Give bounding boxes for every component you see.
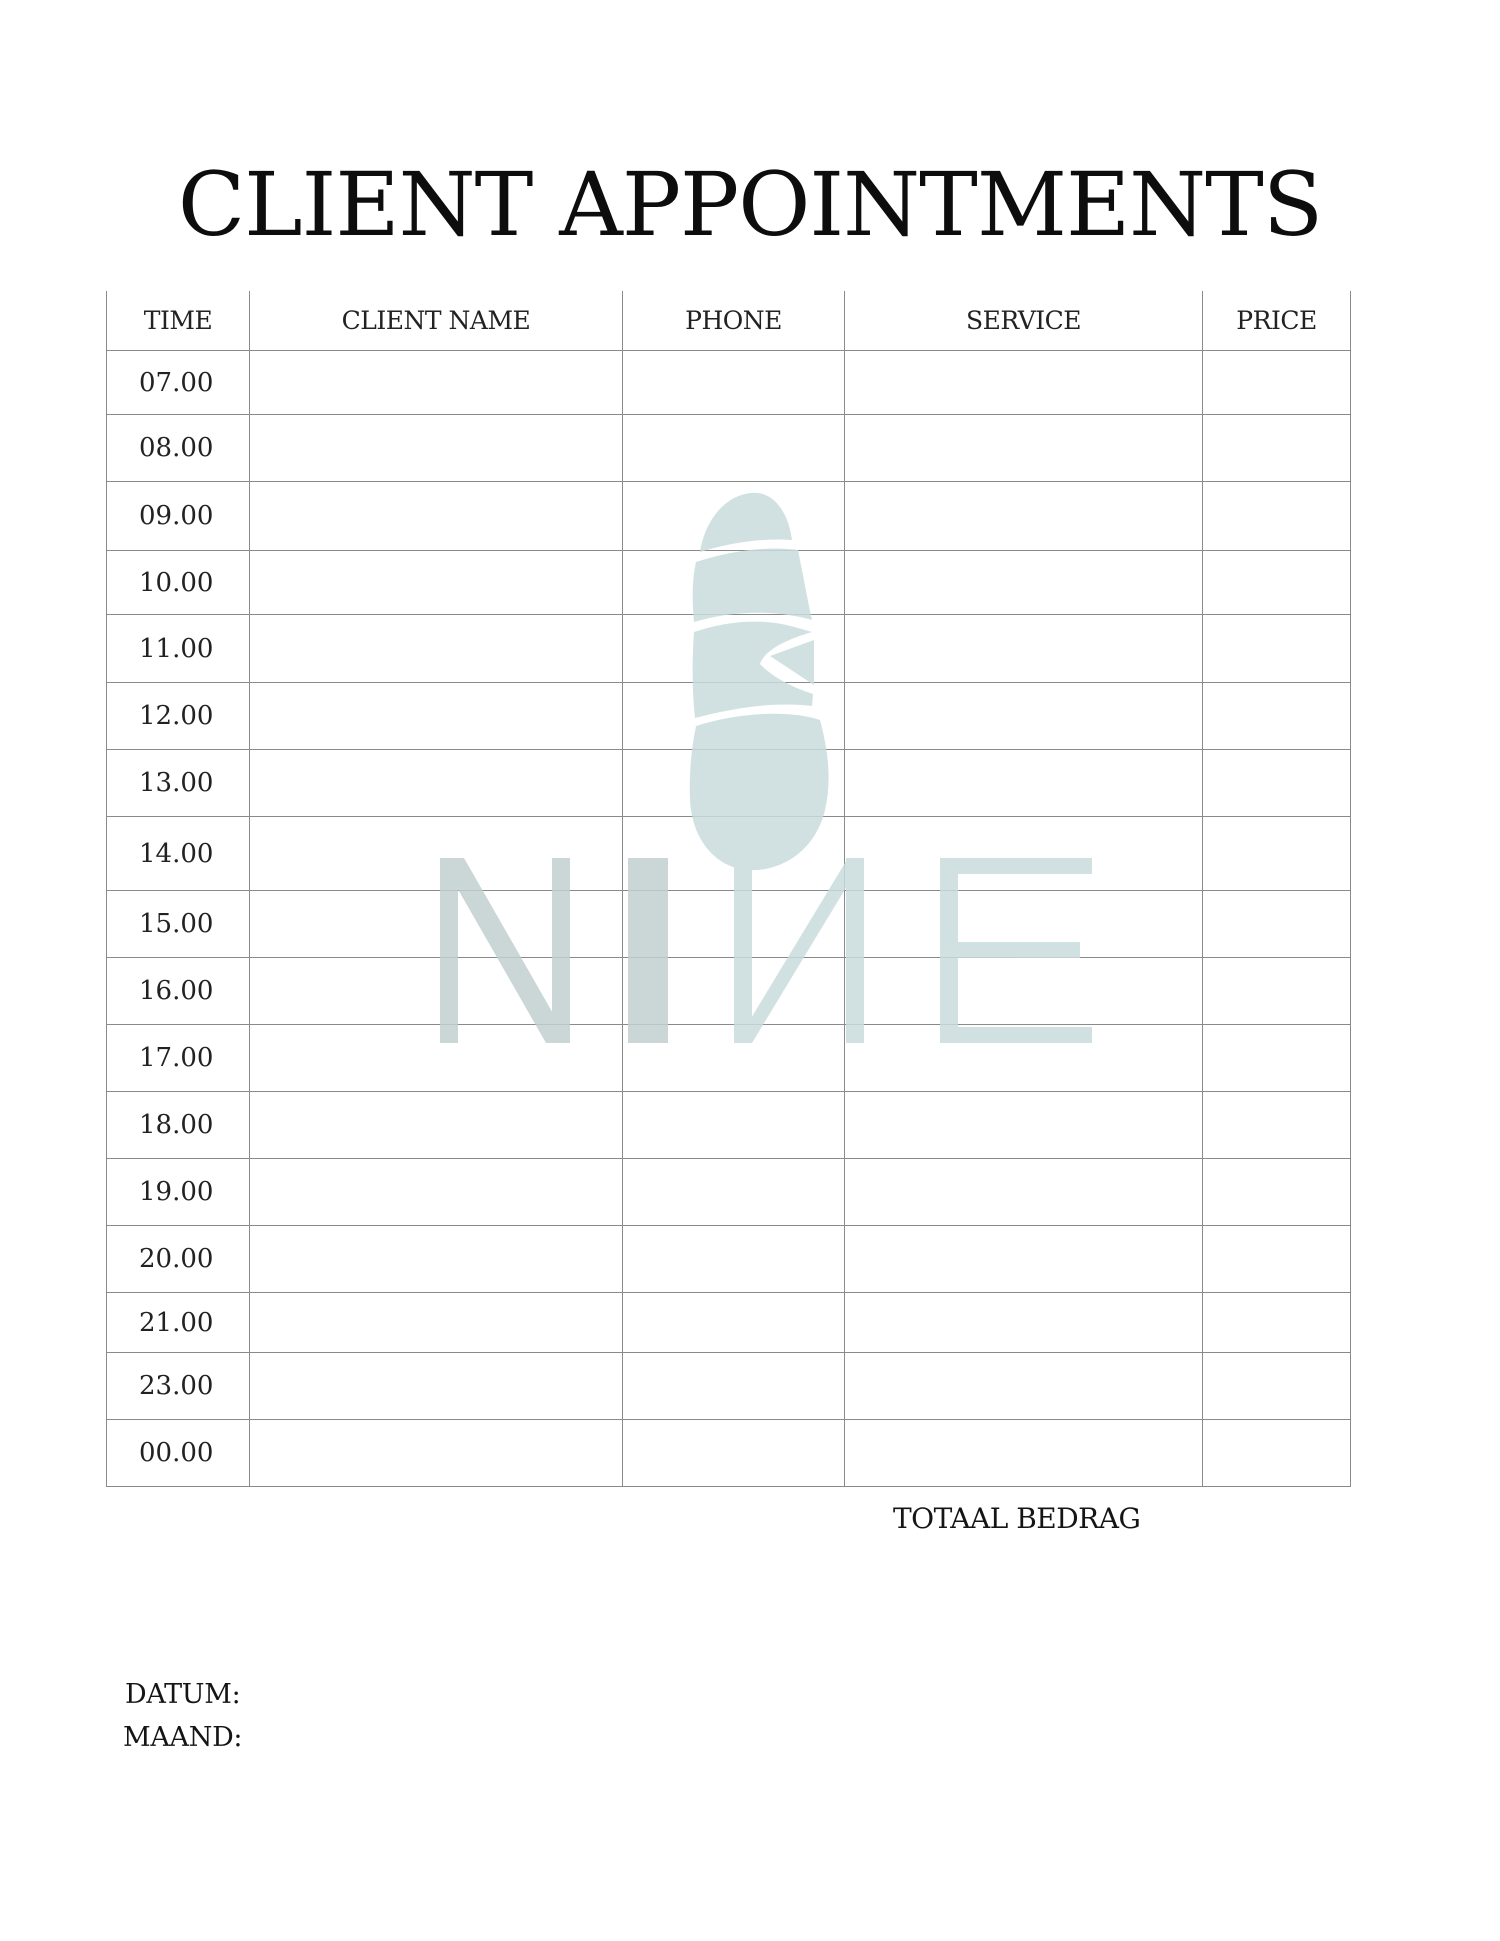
service-cell[interactable] — [845, 415, 1203, 482]
client-name-cell[interactable] — [250, 1293, 623, 1353]
table-row — [107, 1092, 1351, 1159]
table-row — [107, 817, 1351, 891]
column-header-client-name: CLIENT NAME — [250, 291, 623, 351]
time-cell: 10.00 — [107, 551, 250, 615]
time-cell: 14.00 — [107, 817, 250, 891]
price-cell[interactable] — [1203, 891, 1351, 958]
phone-cell[interactable] — [623, 683, 845, 750]
table-row — [107, 551, 1351, 615]
phone-cell[interactable] — [623, 1159, 845, 1226]
price-cell[interactable] — [1203, 1293, 1351, 1353]
client-name-cell[interactable] — [250, 1159, 623, 1226]
appointments-table — [106, 291, 1351, 1487]
service-cell[interactable] — [845, 817, 1203, 891]
service-cell[interactable] — [845, 1092, 1203, 1159]
table-row — [107, 415, 1351, 482]
service-cell[interactable] — [845, 750, 1203, 817]
page-title: CLIENT APPOINTMENTS — [177, 153, 1323, 256]
price-cell[interactable] — [1203, 615, 1351, 683]
client-name-cell[interactable] — [250, 415, 623, 482]
table-row — [107, 1025, 1351, 1092]
table-row — [107, 482, 1351, 551]
time-cell: 18.00 — [107, 1092, 250, 1159]
phone-cell[interactable] — [623, 891, 845, 958]
price-cell[interactable] — [1203, 1025, 1351, 1092]
time-cell: 19.00 — [107, 1159, 250, 1226]
client-name-cell[interactable] — [250, 482, 623, 551]
service-cell[interactable] — [845, 615, 1203, 683]
total-amount-label: TOTAAL BEDRAG — [893, 1502, 1141, 1535]
price-cell[interactable] — [1203, 482, 1351, 551]
phone-cell[interactable] — [623, 615, 845, 683]
service-cell[interactable] — [845, 891, 1203, 958]
price-cell[interactable] — [1203, 958, 1351, 1025]
price-cell[interactable] — [1203, 1092, 1351, 1159]
table-row — [107, 891, 1351, 958]
time-cell: 21.00 — [107, 1293, 250, 1353]
time-cell: 20.00 — [107, 1226, 250, 1293]
service-cell[interactable] — [845, 1159, 1203, 1226]
table-row — [107, 958, 1351, 1025]
client-name-cell[interactable] — [250, 1226, 623, 1293]
table-row — [107, 1420, 1351, 1487]
client-name-cell[interactable] — [250, 1353, 623, 1420]
service-cell[interactable] — [845, 482, 1203, 551]
table-row — [107, 1353, 1351, 1420]
price-cell[interactable] — [1203, 415, 1351, 482]
column-header-price: PRICE — [1203, 291, 1351, 351]
price-cell[interactable] — [1203, 1420, 1351, 1487]
table-row — [107, 750, 1351, 817]
price-cell[interactable] — [1203, 1226, 1351, 1293]
price-cell[interactable] — [1203, 551, 1351, 615]
client-name-cell[interactable] — [250, 351, 623, 415]
service-cell[interactable] — [845, 1025, 1203, 1092]
price-cell[interactable] — [1203, 750, 1351, 817]
time-cell: 16.00 — [107, 958, 250, 1025]
table-row — [107, 351, 1351, 415]
phone-cell[interactable] — [623, 1293, 845, 1353]
phone-cell[interactable] — [623, 958, 845, 1025]
service-cell[interactable] — [845, 683, 1203, 750]
phone-cell[interactable] — [623, 1092, 845, 1159]
price-cell[interactable] — [1203, 1159, 1351, 1226]
price-cell[interactable] — [1203, 1353, 1351, 1420]
phone-cell[interactable] — [623, 1025, 845, 1092]
column-header-service: SERVICE — [845, 291, 1203, 351]
phone-cell[interactable] — [623, 351, 845, 415]
phone-cell[interactable] — [623, 817, 845, 891]
client-name-cell[interactable] — [250, 683, 623, 750]
client-name-cell[interactable] — [250, 615, 623, 683]
client-name-cell[interactable] — [250, 1420, 623, 1487]
service-cell[interactable] — [845, 1293, 1203, 1353]
table-row — [107, 683, 1351, 750]
service-cell[interactable] — [845, 551, 1203, 615]
phone-cell[interactable] — [623, 1353, 845, 1420]
price-cell[interactable] — [1203, 817, 1351, 891]
phone-cell[interactable] — [623, 415, 845, 482]
service-cell[interactable] — [845, 351, 1203, 415]
time-cell: 13.00 — [107, 750, 250, 817]
client-name-cell[interactable] — [250, 551, 623, 615]
table-row — [107, 1293, 1351, 1353]
client-name-cell[interactable] — [250, 958, 623, 1025]
time-cell: 09.00 — [107, 482, 250, 551]
column-header-phone: PHONE — [623, 291, 845, 351]
price-cell[interactable] — [1203, 683, 1351, 750]
time-cell: 11.00 — [107, 615, 250, 683]
phone-cell[interactable] — [623, 482, 845, 551]
time-cell: 15.00 — [107, 891, 250, 958]
client-name-cell[interactable] — [250, 1092, 623, 1159]
service-cell[interactable] — [845, 1353, 1203, 1420]
month-label: MAAND: — [123, 1722, 243, 1753]
date-label: DATUM: — [125, 1679, 241, 1710]
time-cell: 17.00 — [107, 1025, 250, 1092]
time-cell: 08.00 — [107, 415, 250, 482]
phone-cell[interactable] — [623, 750, 845, 817]
client-name-cell[interactable] — [250, 891, 623, 958]
service-cell[interactable] — [845, 1420, 1203, 1487]
table-row — [107, 1159, 1351, 1226]
table-header-row — [107, 291, 1351, 351]
column-header-time: TIME — [107, 291, 250, 351]
phone-cell[interactable] — [623, 1420, 845, 1487]
phone-cell[interactable] — [623, 551, 845, 615]
phone-cell[interactable] — [623, 1226, 845, 1293]
price-cell[interactable] — [1203, 351, 1351, 415]
service-cell[interactable] — [845, 958, 1203, 1025]
client-name-cell[interactable] — [250, 750, 623, 817]
table-row — [107, 615, 1351, 683]
time-cell: 07.00 — [107, 351, 250, 415]
table-row — [107, 1226, 1351, 1293]
time-cell: 23.00 — [107, 1353, 250, 1420]
client-name-cell[interactable] — [250, 1025, 623, 1092]
time-cell: 12.00 — [107, 683, 250, 750]
time-cell: 00.00 — [107, 1420, 250, 1487]
client-name-cell[interactable] — [250, 817, 623, 891]
service-cell[interactable] — [845, 1226, 1203, 1293]
